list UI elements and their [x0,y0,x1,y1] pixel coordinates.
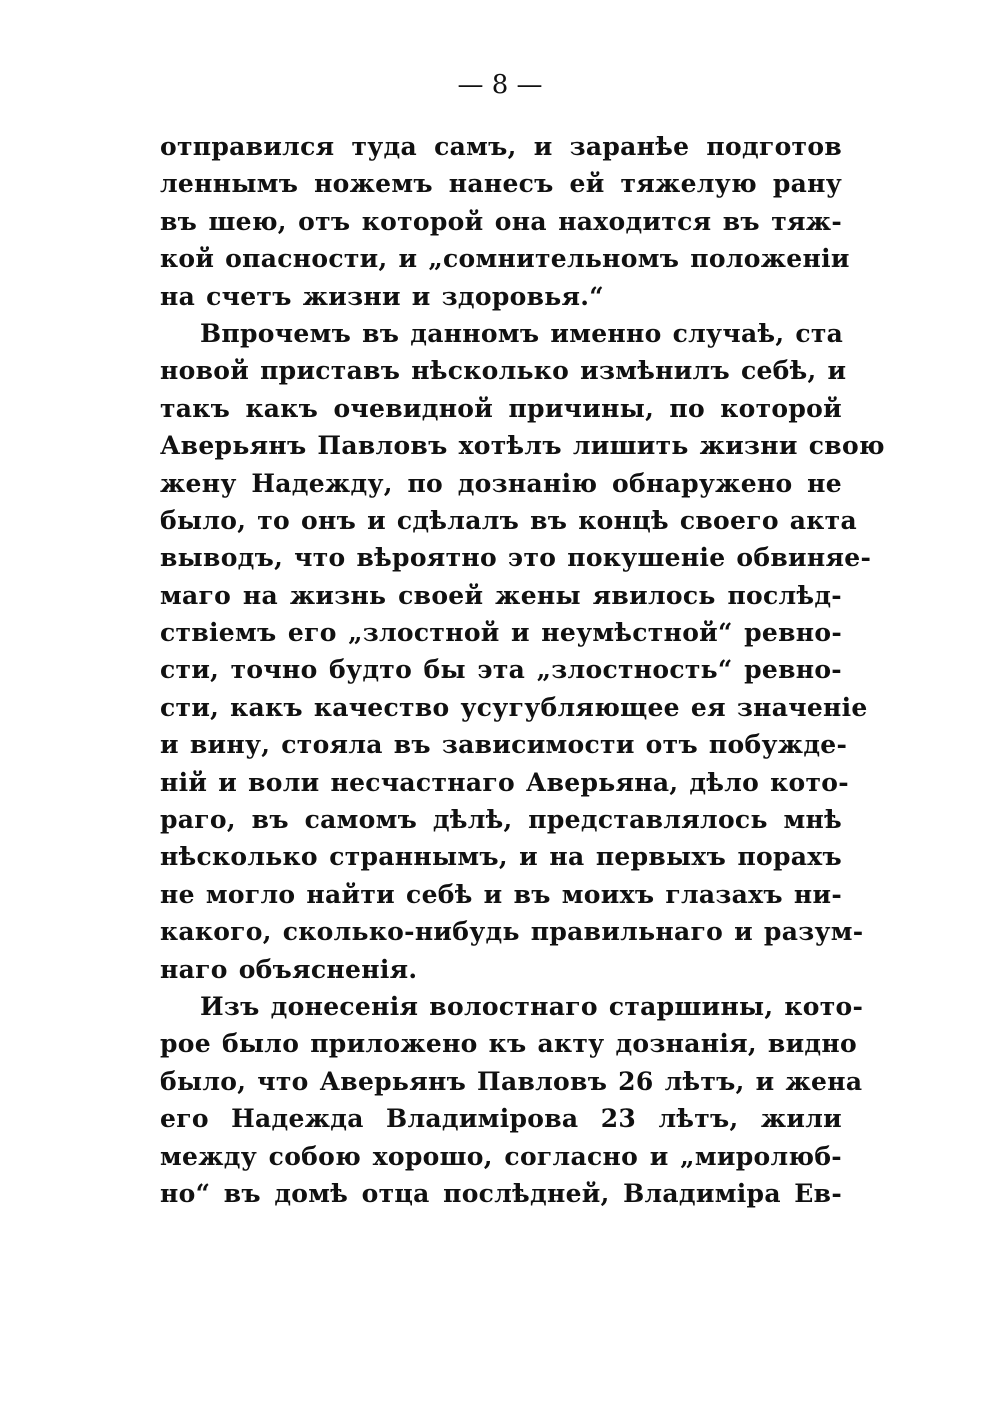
text-line: между собою хорошо, согласно и „миролюб- [160,1141,842,1171]
text-line: маго на жизнь своей жены явилось послѣд- [160,580,842,610]
text-line: такъ какъ очевидной причины, по которой [160,393,842,423]
text-line: ній и воли несчастнаго Аверьяна, дѣло кото- [160,767,849,797]
text-line: жену Надежду, по дознанію обнаружено не [160,468,842,498]
text-line: его Надежда Владимірова 23 лѣтъ, жили [160,1104,842,1134]
text-line: было, что Аверьянъ Павловъ 26 лѣтъ, и жена [160,1066,863,1096]
text-line: рое было приложено къ акту дознанія, видно [160,1029,857,1059]
text-line: Впрочемъ въ данномъ именно случаѣ, ста [200,318,844,348]
text-line: раго, въ самомъ дѣлѣ, представлялось мнѣ [160,805,842,835]
text-line: новой приставъ нѣсколько измѣнилъ себѣ, и [160,356,847,386]
text-line: наго объясненія. [160,954,418,984]
text-line: не могло найти себѣ и въ моихъ глазахъ ни- [160,879,842,909]
text-line: въ шею, отъ которой она находится въ тяж- [160,206,842,236]
text-line: Изъ донесенія волостнаго старшины, кото- [200,991,864,1021]
text-line: леннымъ ножемъ нанесъ ей тяжелую рану [160,169,842,199]
page-number: — 8 — [457,70,543,100]
text-line: сти, какъ качество усугубляющее ея значеніе [160,692,868,722]
text-line: на счетъ жизни и здоровья.“ [160,281,604,311]
text-line: какого, сколько-нибудь правильнаго и разум- [160,917,864,947]
text-line: сти, точно будто бы эта „злостность“ ревно- [160,655,842,685]
text-line: и вину, стояла въ зависимости отъ побужде- [160,730,848,760]
text-line: отправился туда самъ, и заранѣе подготов [160,132,842,161]
text-line: ствіемъ его „злостной и неумѣстной“ ревно- [160,618,842,648]
text-line: нѣсколько страннымъ, и на первыхъ порахъ [160,842,842,872]
body-text [160,128,885,1212]
text-line: Аверьянъ Павловъ хотѣлъ лишить жизни свою [160,431,885,461]
text-line: выводъ, что вѣроятно это покушеніе обвиняе- [160,543,872,573]
text-line: кой опасности, и „сомнительномъ положеніи [160,244,850,274]
text-line: было, то онъ и сдѣлалъ въ концѣ своего акта [160,505,857,535]
text-line: но“ въ домѣ отца послѣдней, Владиміра Ев- [160,1178,842,1208]
